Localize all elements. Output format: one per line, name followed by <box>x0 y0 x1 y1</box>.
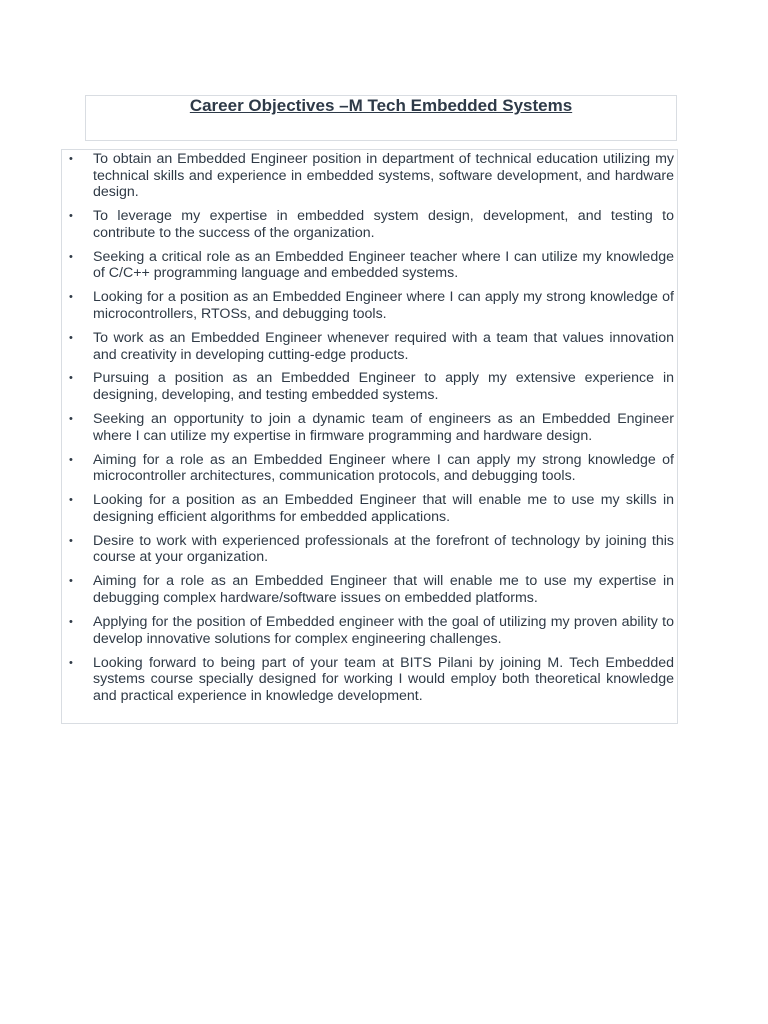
bullet-icon: • <box>69 575 73 588</box>
objective-text: To work as an Embedded Engineer whenever required with a team that values innovation and creativity in developing cutting-edge products. <box>93 329 674 363</box>
bullet-icon: • <box>69 250 73 263</box>
objective-item <box>62 370 677 403</box>
objective-item <box>62 573 677 606</box>
objective-item <box>62 411 677 444</box>
objective-text: Seeking an opportunity to join a dynamic team of engineers as an Embedded Engineer where I can utilize my expertise in firmware programming and hardware design. <box>93 411 674 444</box>
document-title: Career Objectives –M Tech Embedded Systems <box>189 96 573 115</box>
objective-item <box>62 249 677 282</box>
bullet-icon: • <box>69 210 73 223</box>
objective-text: To leverage my expertise in embedded system design, development, and testing to contribute to the success of the organization. <box>93 208 674 241</box>
bullet-icon: • <box>69 656 73 669</box>
bullet-icon: • <box>69 153 73 165</box>
objective-text: Looking forward to being part of your team at BITS Pilani by joining M. Tech Embedded systems course specially designed for working I would employ both theoretical knowledge and practical experience in knowledge development. <box>93 654 674 704</box>
bullet-icon: • <box>69 615 73 628</box>
bullet-icon: • <box>69 372 73 385</box>
objective-item <box>62 614 677 647</box>
objectives-list <box>62 150 677 704</box>
bullet-icon: • <box>69 291 73 304</box>
objective-item <box>62 208 677 241</box>
objective-text: Aiming for a role as an Embedded Engineer where I can apply my strong knowledge of microcontroller architectures, communication protocols, and debugging tools. <box>93 451 674 485</box>
objective-text: Aiming for a role as an Embedded Engineer that will enable me to use my expertise in debugging complex hardware/software issues on embedded platforms. <box>93 573 674 606</box>
objective-text: Seeking a critical role as an Embedded Engineer teacher where I can utilize my knowledge of C/C++ programming language and embedded systems. <box>93 248 674 282</box>
objective-text: Looking for a position as an Embedded Engineer where I can apply my strong knowledge of microcontrollers, RTOSs, and debugging tools. <box>93 289 674 322</box>
objective-text: Looking for a position as an Embedded Engineer that will enable me to use my skills in designing efficient algorithms for embedded applications. <box>93 492 674 525</box>
objective-text: Pursuing a position as an Embedded Engineer to apply my extensive experience in designing, developing, and testing embedded systems. <box>93 370 674 404</box>
bullet-icon: • <box>69 413 73 426</box>
bullet-icon: • <box>69 494 73 507</box>
objectives-box <box>61 149 678 724</box>
objective-item <box>62 150 677 201</box>
title-box <box>85 95 677 141</box>
bullet-icon: • <box>69 534 73 547</box>
objective-item <box>62 533 677 566</box>
objective-text: To obtain an Embedded Engineer position in department of technical education utilizing my technical skills and experience in embedded systems, software development, and hardware design. <box>93 151 674 201</box>
objective-item <box>62 452 677 485</box>
bullet-icon: • <box>69 331 73 344</box>
objective-item <box>62 330 677 363</box>
objective-text: Desire to work with experienced professionals at the forefront of technology by joining this course at your organization. <box>93 532 674 566</box>
objective-item <box>62 492 677 525</box>
bullet-icon: • <box>69 453 73 466</box>
objective-item <box>62 289 677 322</box>
objective-text: Applying for the position of Embedded engineer with the goal of utilizing my proven ability to develop innovative solutions for complex engineering challenges. <box>93 613 674 647</box>
objective-item <box>62 655 677 705</box>
